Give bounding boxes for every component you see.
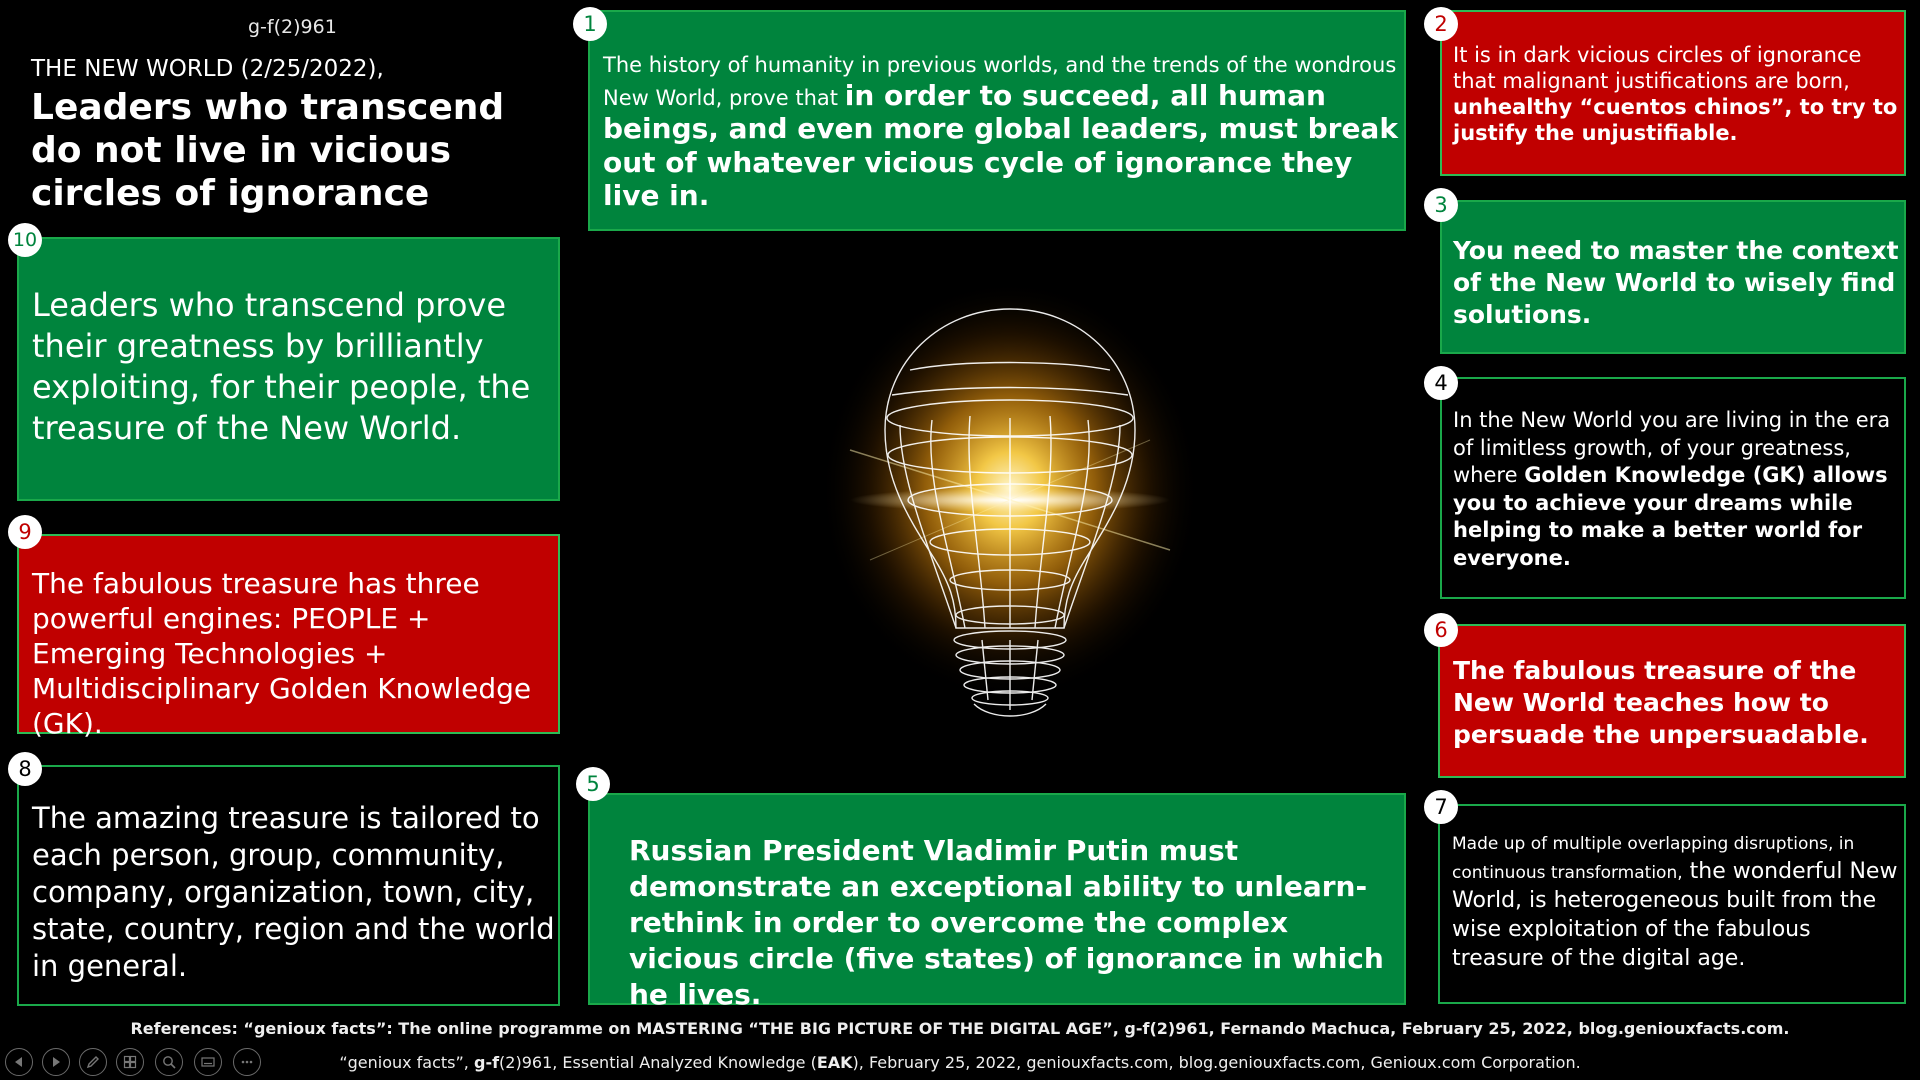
- box-1-number: 1: [573, 7, 607, 41]
- box-2-text: [1453, 42, 1901, 146]
- pen-icon[interactable]: [79, 1048, 107, 1076]
- box-5-text: [629, 833, 1391, 1013]
- page-title: Leaders who transcend do not live in vicious circles of ignorance: [31, 87, 505, 214]
- box-9-text: The fabulous treasure has three powerful engines: PEOPLE + Emerging Technologies + Multidisciplinary Golden Knowledge (GK).: [32, 567, 532, 740]
- slide-code: g-f(2)961: [248, 16, 337, 38]
- box-6-text: [1453, 655, 1903, 751]
- lightbulb-icon: [760, 250, 1260, 760]
- box-2-bold: unhealthy “cuentos chinos”, to try to justify the unjustifiable.: [1453, 95, 1898, 145]
- box-7-number: 7: [1424, 790, 1458, 824]
- box-7-rest: the wonderful New World, is heterogeneous built from the wise exploitation of the fabulous treasure of the digital age.: [1452, 859, 1898, 971]
- references-line-2: [0, 1053, 1920, 1072]
- box-2-intro: It is in dark vicious circles of ignorance that malignant justifications are born,: [1453, 43, 1862, 93]
- box-5-bold: Russian President Vladimir Putin must demonstrate an exceptional ability to unlearn-rethink in order to overcome the complex vicious circle (five states) of ignorance in which he lives.: [629, 834, 1384, 1011]
- references-line-2-part-a: “genioux facts”,: [339, 1053, 474, 1072]
- box-6-number: 6: [1424, 613, 1458, 647]
- box-1-intro: The history of humanity in previous worlds, and the trends of the wondrous New World, prove that: [603, 53, 1397, 110]
- box-7-text: [1452, 830, 1904, 974]
- box-3-text: [1453, 235, 1903, 331]
- references-line-2-eak: EAK: [816, 1053, 853, 1072]
- box-8-number: 8: [8, 752, 42, 786]
- box-2-number: 2: [1424, 7, 1458, 41]
- header-date-line: THE NEW WORLD (2/25/2022),: [31, 56, 384, 82]
- slides-grid-icon[interactable]: [116, 1048, 144, 1076]
- box-3-bold: You need to master the context of the New World to wisely find solutions.: [1453, 236, 1899, 329]
- box-6-bold: The fabulous treasure of the New World teaches how to persuade the unpersuadable.: [1453, 656, 1869, 749]
- previous-icon[interactable]: [5, 1048, 33, 1076]
- zoom-icon[interactable]: [155, 1048, 183, 1076]
- more-options-icon[interactable]: [233, 1048, 261, 1076]
- box-9-number: 9: [8, 515, 42, 549]
- box-4-text: [1453, 407, 1903, 572]
- references-line-1: References: “genioux facts”: The online programme on MASTERING “THE BIG PICTURE OF THE DIGITAL AGE”, g-f(2)961, Fernando Machuca, February 25, 2022, blog.geniouxfacts.com.: [130, 1019, 1790, 1038]
- box-8-text: The amazing treasure is tailored to each person, group, community, company, organization, town, city, state, country, region and the world in general.: [32, 801, 555, 983]
- box-1-text: [603, 53, 1403, 213]
- subtitles-icon[interactable]: [194, 1048, 222, 1076]
- box-10-number: 10: [8, 223, 42, 257]
- box-10-text: Leaders who transcend prove their greatness by brilliantly exploiting, for their people, the treasure of the New World.: [32, 286, 531, 447]
- box-4-bold: Golden Knowledge (GK) allows you to achieve your dreams while helping to make a better world for everyone.: [1453, 463, 1888, 570]
- references-line-2-part-b: (2)961, Essential Analyzed Knowledge (: [499, 1053, 817, 1072]
- box-5-number: 5: [576, 767, 610, 801]
- box-1-bold: in order to succeed, all human beings, and even more global leaders, must break out of whatever vicious cycle of ignorance they live in.: [603, 78, 1398, 213]
- box-3-number: 3: [1424, 188, 1458, 222]
- references-line-2-part-c: ), February 25, 2022, geniouxfacts.com, blog.geniouxfacts.com, Genioux.com Corporation.: [852, 1053, 1581, 1072]
- box-4-number: 4: [1424, 366, 1458, 400]
- lightbulb-illustration: [760, 250, 1260, 760]
- box-7-intro: Made up of multiple overlapping disruptions, in continuous transformation,: [1452, 834, 1855, 883]
- box-4-intro: In the New World you are living in the era of limitless growth, of your greatness, where: [1453, 408, 1891, 487]
- next-icon[interactable]: [42, 1048, 70, 1076]
- references-line-2-code: g-f: [473, 1053, 500, 1072]
